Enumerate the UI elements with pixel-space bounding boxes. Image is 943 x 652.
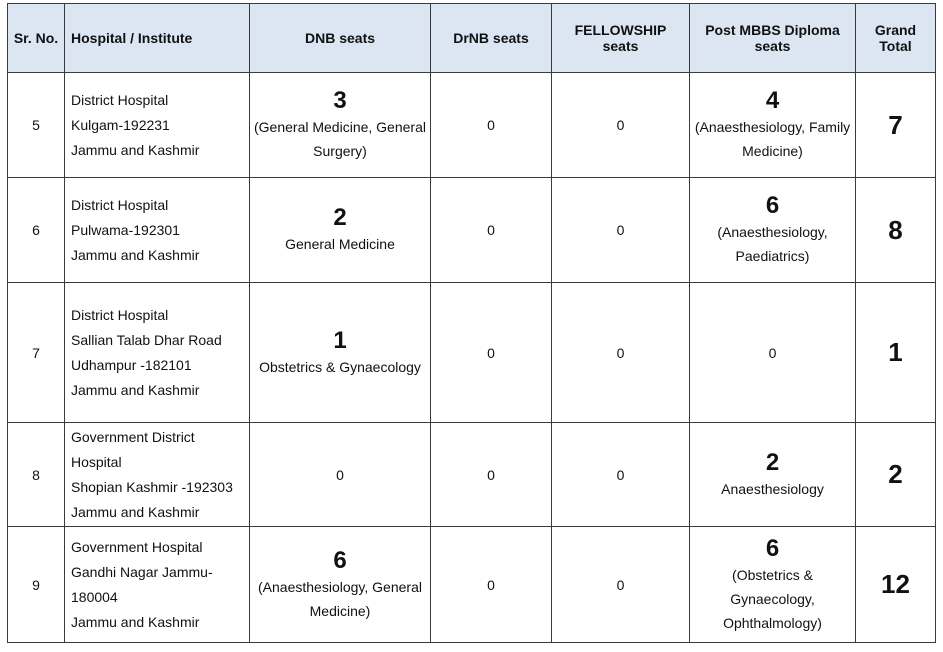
dnb-detail: Obstetrics & Gynaecology (259, 358, 421, 375)
header-fellowship-seats: FELLOWSHIP seats (552, 4, 690, 73)
hospital-line: Kulgam-192231 (71, 116, 170, 133)
grand-total-cell: 7 (856, 73, 936, 178)
hospital-line: Gandhi Nagar Jammu- (71, 563, 213, 580)
hospital-line: Jammu and Kashmir (71, 141, 200, 158)
header-grand-total-line1: Grand (874, 22, 917, 38)
sr-no-cell: 9 (8, 527, 65, 643)
diploma-detail: Ophthalmology) (723, 614, 822, 631)
diploma-cell (690, 527, 856, 643)
hospital-line: District Hospital (71, 91, 169, 108)
dnb-count: 6 (333, 546, 347, 574)
hospital-line: District Hospital (71, 306, 169, 323)
sr-no-cell: 6 (8, 178, 65, 283)
dnb-detail: (General Medicine, General (254, 119, 426, 135)
sr-no-cell: 7 (8, 283, 65, 423)
dnb-cell (250, 178, 431, 283)
fellowship-cell: 0 (552, 527, 690, 643)
hospital-line: Sallian Talab Dhar Road (71, 331, 222, 348)
dnb-detail: (Anaesthesiology, General (258, 578, 422, 595)
diploma-count: 6 (765, 534, 780, 562)
dnb-detail: Surgery) (313, 143, 367, 159)
hospital-line: Jammu and Kashmir (71, 381, 200, 398)
diploma-count: 2 (765, 448, 780, 476)
seat-table-container (7, 3, 936, 643)
drnb-cell: 0 (431, 178, 552, 283)
dnb-value: 0 (336, 466, 344, 483)
hospital-cell (65, 283, 250, 423)
table-row (8, 527, 936, 643)
hospital-cell (65, 423, 250, 527)
diploma-detail: Medicine) (742, 143, 803, 159)
dnb-count: 2 (333, 204, 347, 231)
dnb-detail: General Medicine (285, 236, 395, 252)
hospital-line: Jammu and Kashmir (71, 503, 200, 520)
hospital-line: Udhampur -182101 (71, 356, 192, 373)
header-row (8, 4, 936, 73)
table-body (8, 73, 936, 643)
hospital-line: Government Hospital (71, 538, 203, 555)
header-dnb-seats: DNB seats (250, 4, 431, 73)
hospital-line: Pulwama-192301 (71, 221, 180, 238)
dnb-count: 3 (333, 87, 347, 114)
table-row (8, 423, 936, 527)
grand-total-cell: 1 (856, 283, 936, 423)
dnb-cell (250, 73, 431, 178)
hospital-line: District Hospital (71, 196, 169, 213)
sr-no-cell: 5 (8, 73, 65, 178)
header-grand-total-line2: Total (879, 38, 912, 54)
diploma-cell (690, 178, 856, 283)
hospital-cell (65, 73, 250, 178)
header-drnb-seats: DrNB seats (431, 4, 552, 73)
dnb-cell (250, 423, 431, 527)
drnb-cell: 0 (431, 283, 552, 423)
diploma-cell (690, 423, 856, 527)
diploma-detail: Anaesthesiology (721, 480, 824, 497)
table-row (8, 178, 936, 283)
drnb-cell: 0 (431, 527, 552, 643)
dnb-detail: Medicine) (309, 602, 371, 619)
grand-total-cell: 8 (856, 178, 936, 283)
diploma-cell (690, 283, 856, 423)
drnb-cell: 0 (431, 73, 552, 178)
dnb-count: 1 (333, 326, 347, 354)
hospital-line: Shopian Kashmir -192303 (71, 478, 233, 495)
fellowship-cell: 0 (552, 283, 690, 423)
hospital-line: 180004 (71, 588, 118, 605)
diploma-detail: (Obstetrics & (732, 566, 813, 583)
diploma-detail: (Anaesthesiology, (717, 224, 828, 240)
hospital-line: Jammu and Kashmir (71, 246, 200, 263)
fellowship-cell: 0 (552, 423, 690, 527)
hospital-line: Government District Hospital (71, 428, 195, 470)
header-sr-no: Sr. No. (8, 4, 65, 73)
diploma-value: 0 (768, 344, 777, 361)
header-diploma-seats: Post MBBS Diploma seats (690, 4, 856, 73)
diploma-cell (690, 73, 856, 178)
fellowship-cell: 0 (552, 73, 690, 178)
fellowship-cell: 0 (552, 178, 690, 283)
dnb-cell (250, 283, 431, 423)
diploma-detail: Paediatrics) (735, 248, 810, 264)
table-row (8, 73, 936, 178)
dnb-cell (250, 527, 431, 643)
header-grand-total (856, 4, 936, 73)
diploma-detail: (Anaesthesiology, Family (694, 119, 851, 135)
grand-total-cell: 2 (856, 423, 936, 527)
header-hospital: Hospital / Institute (65, 4, 250, 73)
drnb-cell: 0 (431, 423, 552, 527)
diploma-count: 4 (765, 87, 780, 114)
diploma-detail: Gynaecology, (730, 590, 815, 607)
hospital-cell (65, 178, 250, 283)
seat-table (7, 3, 936, 643)
grand-total-cell: 12 (856, 527, 936, 643)
hospital-line: Jammu and Kashmir (71, 613, 200, 630)
diploma-count: 6 (765, 192, 780, 219)
sr-no-cell: 8 (8, 423, 65, 527)
hospital-cell (65, 527, 250, 643)
table-row (8, 283, 936, 423)
